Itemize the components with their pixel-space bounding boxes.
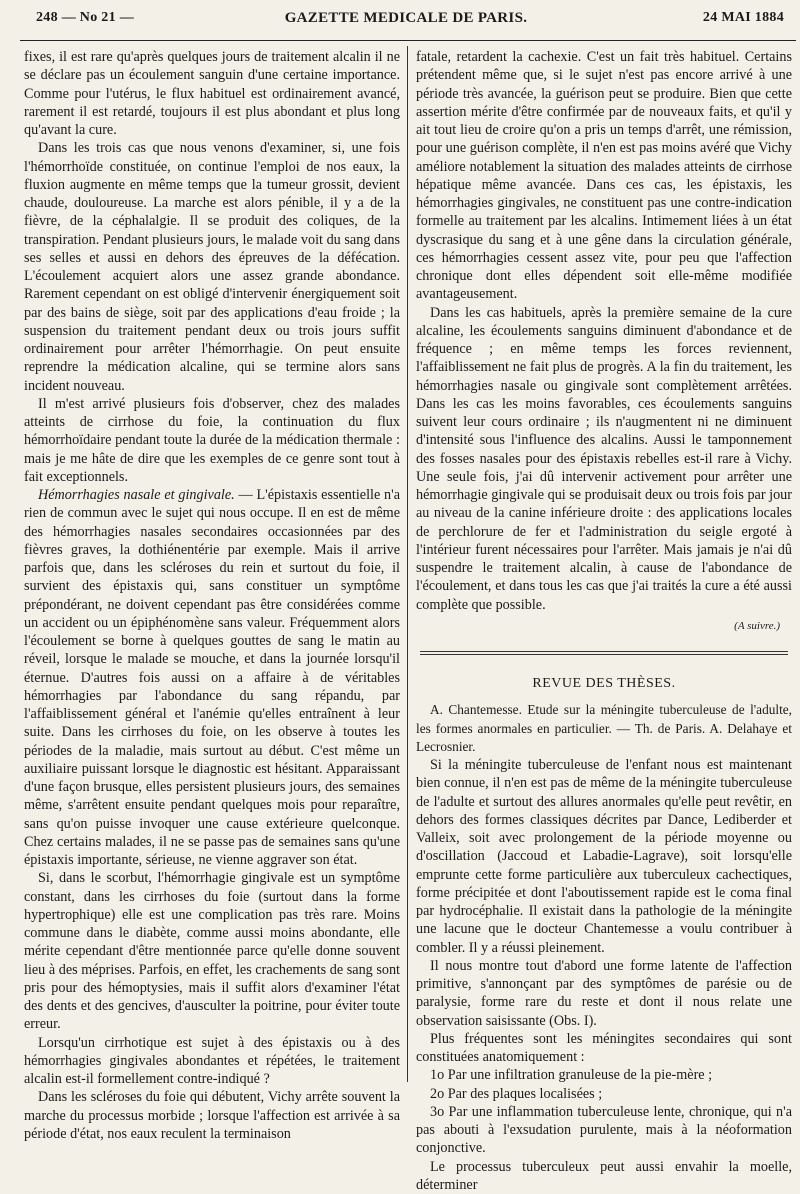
paragraph: [24, 486, 400, 869]
paragraph-heading: Hémorrhagies nasale et gingivale.: [38, 487, 235, 503]
paragraph-body: — L'épistaxis essentielle n'a rien de commun avec le sujet qui nous occupe. Il en est de même des hémorrhagies nasales secondaires occasionnées par des fièvres graves, la dothiénentérie par exemple. Mais il arrive parfois que, dans les scléroses du rein et surtout du foie, il survient des épistaxis qui, sans constituer un symptôme prépondérant, ne doivent cependant pas être considérées comme un accident ou un épiphénomène sans valeur. Fréquemment alors l'écoulement se borne à quelques gouttes de sang le matin au réveil, lorsque le malade se mouche, et dans la journée lorsqu'il éternue. D'autres fois aussi on a affaire à de véritables hémorrhagies par l'abondance du sang répandu, par l'affaiblissement général et l'anémie qu'elles entraînent à leur suite. Dans les cirrhoses du foie, on les observe à toutes les périodes de la maladie, mais surtout au début. C'est même un auxiliaire puissant lorsque le diagnostic est hésitant. Apparaissant d'une façon brusque, elles persistent plusieurs jours, des semaines même, s'arrêtent ensuite pendant quelques mois pour reparaître, sans qu'on puisse invoquer une cause extérieure quelconque. Chez certains malades, il ne se passe pas de semaines sans qu'une épistaxis importante, sérieuse, ne vienne aggraver son état.: [24, 487, 400, 868]
paragraph: Il nous montre tout d'abord une forme latente de l'affection primitive, s'annonçant par des symptômes de parésie ou de paralysie, forme rare du reste et dont il nous relate une observation saisissante (Obs. I).: [416, 957, 792, 1030]
paragraph: Plus fréquentes sont les méningites secondaires qui sont constituées anatomiquement :: [416, 1030, 792, 1067]
left-column: [24, 48, 400, 1143]
thesis-reference: A. Chantemesse. Etude sur la méningite tuberculeuse de l'adulte, les formes anormales en particulier. — Th. de Paris. A. Delahaye et Lecrosnier.: [416, 701, 792, 756]
header-rule: [20, 40, 796, 41]
paragraph: fatale, retardent la cachexie. C'est un fait très habituel. Certains prétendent même que, si le sujet n'est pas encore arrivé à une période très avancée, la guérison peut se produire. Bien que cette assertion mérite d'être confirmée par de nouveaux faits, et qu'il y ait tout lieu de croire qu'on a pris un temps d'arrêt, une rémission, pour une guérison complète, il n'en est pas moins avéré que Vichy améliore notablement la situation des malades atteints de cirrhose hépatique même avancée. Dans ces cas, les épistaxis, les hémorrhagies gingivales, ne constituent pas une contre-indication formelle au traitement par les alcalins. Intimement liées à un état dyscrasique du sang et à une gêne dans la circulation générale, ces hémorrhagies cessent assez vite, pour peu que l'affection chronique dont elles dépendent soit elle-même modifiée avantageusement.: [416, 48, 792, 304]
list-item: 3o Par une inflammation tuberculeuse lente, chronique, qui n'a pas abouti à l'exsudation purulente, mais à la néoformation conjonctive.: [416, 1103, 792, 1158]
journal-title: GAZETTE MEDICALE DE PARIS.: [22, 10, 790, 27]
issue-date: 24 MAI 1884: [703, 10, 784, 26]
to-be-continued: (A suivre.): [416, 617, 780, 635]
right-column: [416, 48, 792, 1194]
section-rule: [420, 651, 788, 652]
section-rule: [420, 654, 788, 655]
list-item: 1o Par une infiltration granuleuse de la pie-mère ;: [416, 1066, 792, 1084]
page-number: 248 — No 21 —: [36, 10, 134, 26]
paragraph: Si la méningite tuberculeuse de l'enfant nous est maintenant bien connue, il n'en est pas de même de la méningite tuberculeuse de l'adulte et surtout des allures anormales qu'elle peut revêtir, en dehors des formes classiques décrites par Dance, Lediberder et Valleix, soit avec prolongement de la période moyenne ou d'oscillation (Jaccoud et Labadie-Lagrave), soit lorsqu'elle emprunte cette forme particulière aux tuberculeux cachectiques, forme précipitée et dont l'aboutissement rapide est le coma final par hydrocéphalie. Il existait dans la pathologie de la méningite une lacune que le docteur Chantemesse a voulu contribuer à combler. Il y a réussi pleinement.: [416, 756, 792, 957]
section-title: REVUE DES THÈSES.: [416, 675, 792, 693]
page-header: [22, 8, 790, 30]
list: [416, 1066, 792, 1157]
paragraph: Lorsqu'un cirrhotique est sujet à des épistaxis ou à des hémorrhagies gingivales abondantes et répétées, le traitement alcalin est-il formellement contre-indiqué ?: [24, 1034, 400, 1089]
paragraph: Il m'est arrivé plusieurs fois d'observer, chez des malades atteints de cirrhose du foie, la continuation du flux hémorrhoïdaire pendant toute la durée de la médication thermale : mais je me hâte de dire que les exemples de ce genre sont tout à fait exceptionnels.: [24, 395, 400, 486]
paragraph: Si, dans le scorbut, l'hémorrhagie gingivale est un symptôme constant, dans les cirrhoses du foie (surtout dans la forme hypertrophique) elle est une complication pas très rare. Moins commune dans le diabète, comme aussi moins abondante, elle mérite cependant d'être mentionnée parce qu'elle donne souvent lieu à des méprises. Parfois, en effet, les crachements de sang sont pris pour des hémoptysies, mais il suffit alors d'examiner l'état des dents et des gencives, d'ausculter la poitrine, pour éviter toute erreur.: [24, 869, 400, 1033]
column-divider: [407, 46, 408, 1082]
paragraph: fixes, il est rare qu'après quelques jours de traitement alcalin il ne se déclare pas un écoulement sanguin d'une certaine importance. Comme pour l'utérus, le flux habituel est ordinairement avancé, rarement il est retardé, toujours il est plus abondant et plus long qu'avant la cure.: [24, 48, 400, 139]
paragraph: Dans les cas habituels, après la première semaine de la cure alcaline, les écoulements sanguins diminuent d'abondance et de fréquence ; en même temps les forces reviennent, l'affaiblissement ne fait plus de progrès. A la fin du traitement, les hémorrhagies nasale ou gingivale sont complètement arrêtées. Dans les cas les moins favorables, ces écoulements sanguins suivent leur cours ordinaire ; ils n'augmentent ni ne diminuent d'intensité sous l'influence des alcalins. Aussi le tamponnement des fosses nasales pour des épistaxis rebelles est-il rare à Vichy. Une seule fois, j'ai dû intervenir activement pour arrêter une hémorrhagie gingivale qui se produisait deux ou trois fois par jour au niveau de la canine inférieure droite : des applications locales de perchlorure de fer et l'administration du seigle ergoté à l'intérieur furent nécessaires pour l'arrêter. Mais jamais je n'ai dû suspendre le traitement alcalin, à cause de l'abondance de l'écoulement, et dans tous les cas que j'ai traités la cure a été aussi complète que possible.: [416, 304, 792, 614]
paragraph: Dans les trois cas que nous venons d'examiner, si, une fois l'hémorrhoïde constituée, on continue l'emploi de nos eaux, la fluxion augmente en même temps que la tumeur grossit, devient chaude, douloureuse. La marche est alors pénible, il y a de la fièvre, de la céphalalgie. Il se produit des coliques, de la transpiration. Pendant plusieurs jours, le malade voit du sang dans ses selles et aussi en dehors des épreuves de la défécation. L'écoulement acquiert alors une assez grande abondance. Rarement cependant on est obligé d'intervenir énergiquement soit par des bains de siège, soit par des applications d'eau froide ; la suspension du traitement pendant deux ou trois jours suffit ordinairement pour arrêter l'hémorrhagie. On peut ensuite reprendre la médication alcaline, qui se termine alors sans incident nouveau.: [24, 139, 400, 395]
list-item: 2o Par des plaques localisées ;: [416, 1085, 792, 1103]
paragraph: Le processus tuberculeux peut aussi envahir la moelle, déterminer: [416, 1158, 792, 1194]
paragraph: Dans les scléroses du foie qui débutent, Vichy arrête souvent la marche du processus morbide ; lorsque l'affection est arrivée à sa période d'état, nos eaux reculent la terminaison: [24, 1088, 400, 1143]
